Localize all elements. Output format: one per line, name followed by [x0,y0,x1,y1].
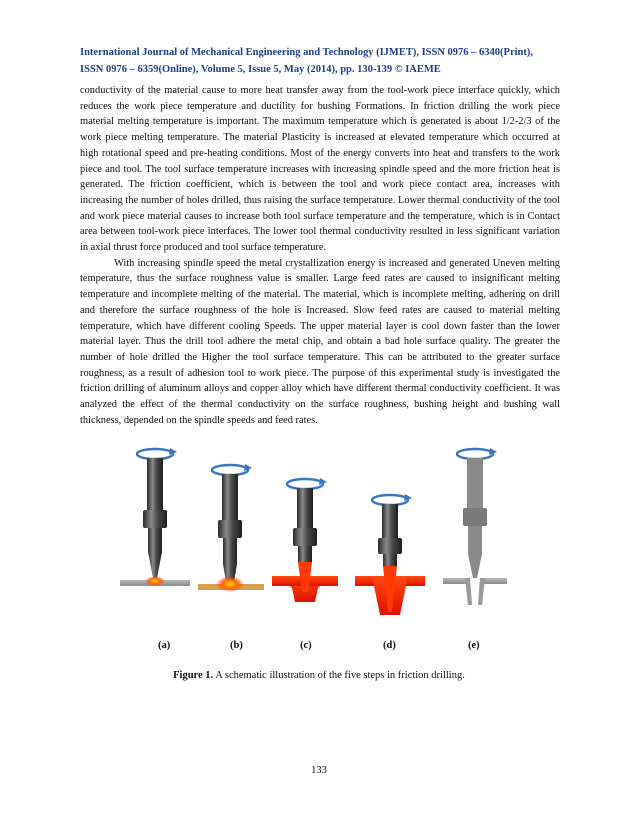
step-b-illustration [198,464,264,592]
label-c: (c) [300,640,312,651]
label-b: (b) [230,640,243,651]
rotation-arrow-icon [372,494,412,505]
step-c-illustration [272,478,338,602]
label-a: (a) [158,640,171,651]
step-a-illustration [120,448,190,586]
journal-header [80,44,560,78]
rotation-arrow-icon [137,448,177,459]
rotation-arrow-icon [212,464,252,475]
paragraph-1: conductivity of the material cause to more heat transfer away from the tool-work piece interface quickly, which reduces the work piece temperature and ductility for bushing Formations. In friction drilling the work piece material melting temperature is important. The maximum temperature which is generated is about 1/2-2/3 of the work piece melting temperature. The material Plasticity is increased at elevated temperature which occurred at high rotational speed and pre-heating conditions. Most of the energy converts into heat and transfers to the work piece and tool. The tool surface temperature increases with increasing spindle speed and the more friction heat is generated. The friction coefficient, which is between the tool and work piece contact area, increases with increasing the number of holes drilled, thus raising the surface temperature. Lower thermal conductivity of the tool and work piece material causes to increase both tool surface temperature and the temperature, which is in Contact area between tool-work piece interfaces. The lower tool thermal conductivity resulted in less significant variation in axial thrust force produced and tool surface temperature. [80,85,560,254]
rotation-arrow-icon [457,448,497,459]
journal-header-line-1: International Journal of Mechanical Engineering and Technology (IJMET), ISSN 0976 – 6340(Print), [80,47,533,58]
label-d: (d) [383,640,396,651]
figure-caption [0,670,638,681]
label-e: (e) [468,640,480,651]
rotation-arrow-icon [287,478,327,489]
journal-header-line-2: ISSN 0976 – 6359(Online), Volume 5, Issue 5, May (2014), pp. 130-139 © IAEME [80,64,441,75]
step-d-illustration [355,494,425,615]
friction-drilling-figure [110,440,530,625]
paragraph-2: With increasing spindle speed the metal crystallization energy is increased and generated Uneven melting temperature, thus the surface roughness value is smaller. Large feed rates are caused to insignificant melting temperature and incomplete melting of the material. The material, which is incomplete melting, adhering on drill and therefore the surface roughness of the hole is Increased. Slow feed rates are caused to material melting temperature, which have different cooling Speeds. The upper material layer is cool down faster than the lower material layer. Thus the drill tool adhere the metal chip, and obtain a bad hole surface quality. The greater the number of hole drilled the Higher the tool surface temperature. This can be attributed to the greater surface roughness, as a result of adhesion tool to work piece. The purpose of this experimental study is investigated the friction drilling of aluminum alloys and copper alloy which have different thermal conductivity coefficient. It was analyzed the effect of the thermal conductivity on the surface roughness, bushing height and bushing wall thickness, depended on the spindle speeds and feed rates. [80,257,560,426]
caption-text: A schematic illustration of the five steps in friction drilling. [213,670,465,681]
caption-label: Figure 1. [173,670,214,681]
step-e-illustration [443,448,507,605]
body-text [80,83,560,428]
page-number: 133 [311,765,327,776]
